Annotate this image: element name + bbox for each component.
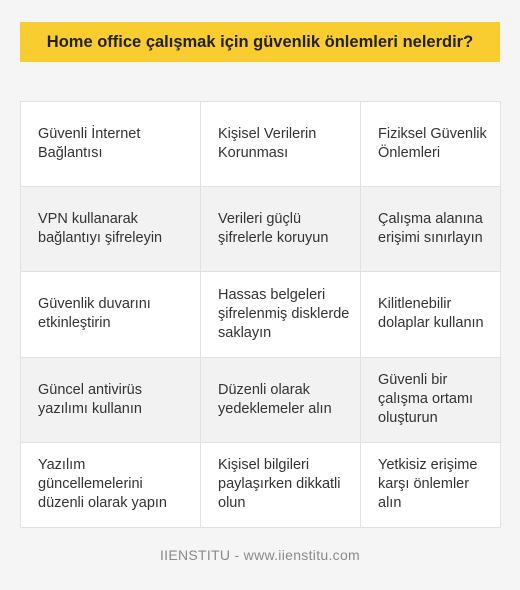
table-cell: Yetkisiz erişime karşı önlemler alın	[361, 442, 501, 527]
table-cell: Verileri güçlü şifrelerle koruyun	[201, 187, 361, 272]
table-cell: Çalışma alanına erişimi sınırlayın	[361, 187, 501, 272]
table-cell: Güvenli bir çalışma ortamı oluşturun	[361, 357, 501, 442]
table-cell: Güvenlik duvarını etkinleştirin	[21, 272, 201, 357]
table-header-cell: Güvenli İnternet Bağlantısı	[21, 102, 201, 187]
table-row	[21, 442, 501, 527]
page-title: Home office çalışmak için güvenlik önlemleri nelerdir?	[46, 32, 474, 51]
table-row	[21, 272, 501, 357]
table-cell: Güncel antivirüs yazılımı kullanın	[21, 357, 201, 442]
table-row	[21, 187, 501, 272]
footer-credit: IIENSTITU - www.iienstitu.com	[159, 547, 361, 563]
table-header-row	[21, 102, 501, 187]
table-cell: Yazılım güncellemelerini düzenli olarak yapın	[21, 442, 201, 527]
table-cell: Kilitlenebilir dolaplar kullanın	[361, 272, 501, 357]
title-banner	[20, 22, 500, 62]
table-cell: Düzenli olarak yedeklemeler alın	[201, 357, 361, 442]
table-cell: Kişisel bilgileri paylaşırken dikkatli olun	[201, 442, 361, 527]
table-cell: VPN kullanarak bağlantıyı şifreleyin	[21, 187, 201, 272]
table-header-cell: Kişisel Verilerin Korunması	[201, 102, 361, 187]
table-header-cell: Fiziksel Güvenlik Önlemleri	[361, 102, 501, 187]
table-row	[21, 357, 501, 442]
security-measures-table	[20, 101, 501, 528]
table-cell: Hassas belgeleri şifrelenmiş disklerde saklayın	[201, 272, 361, 357]
